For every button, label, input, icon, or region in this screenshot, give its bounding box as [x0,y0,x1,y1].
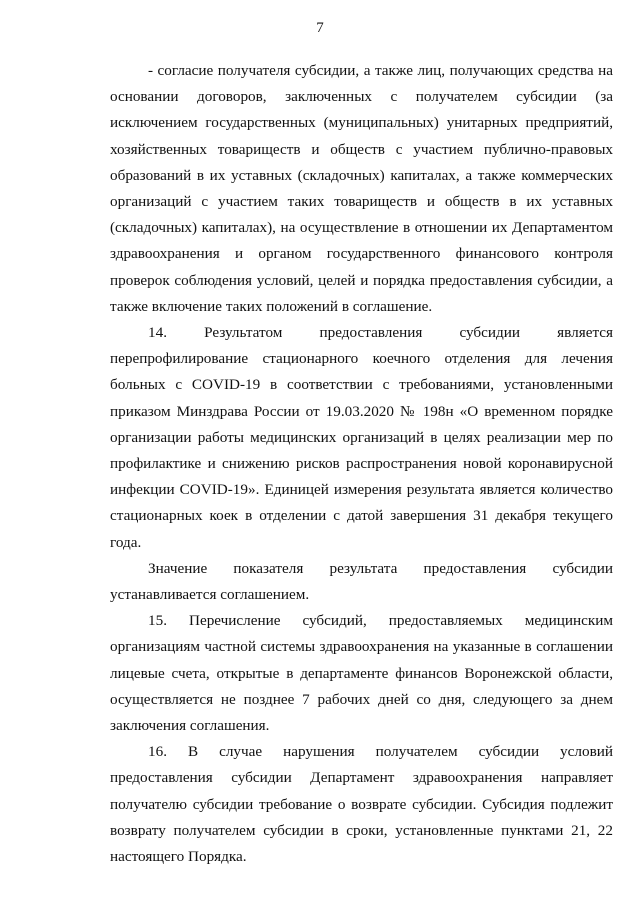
document-body [110,58,613,870]
page-number: 7 [316,20,324,36]
paragraph-14-result: 14. Результатом предоставления субсидии является перепрофилирование стационарного коечного отделения для лечения больных с COVID-19 в соответствии с требованиями, установленными приказом Минздрава России от 19.03.2020 № 198н «О временном порядке организации работы медицинских организаций в целях реализации мер по профилактике и снижению рисков распространения новой коронавирусной инфекции COVID-19». Единицей измерения результата является количество стационарных коек в отделении с датой завершения 31 декабря текущего года. [110,324,613,551]
paragraph-indicator-value: Значение показателя результата предоставления субсидии устанавливается соглашением. [110,559,613,604]
paragraph-16-violation: 16. В случае нарушения получателем субсидии условий предоставления субсидии Департамент здравоохранения направляет получателю субсидии требование о возврате субсидии. Субсидия подлежит возврату получателем субсидии в сроки, установленные пунктами 21, 22 настоящего Порядка. [110,743,613,866]
paragraph-consent: - согласие получателя субсидии, а также лиц, получающих средства на основании договоров, заключенных с получателем субсидии (за исключением государственных (муниципальных) унитарных предприятий, хозяйственных товариществ и обществ с участием публично-правовых образований в их уставных (складочных) капиталах, а также коммерческих организаций с участием таких товариществ и обществ в их уставных (складочных) капиталах), на осуществление в отношении их Департаментом здравоохранения и органом государственного финансового контроля проверок соблюдения условий, целей и порядка предоставления субсидии, а также включение таких положений в соглашение. [110,62,613,315]
paragraph-15-transfer: 15. Перечисление субсидий, предоставляемых медицинским организациям частной системы здравоохранения на указанные в соглашении лицевые счета, открытые в департаменте финансов Воронежской области, осуществляется не позднее 7 рабочих дней со дня, следующего за днем заключения соглашения. [110,612,613,735]
